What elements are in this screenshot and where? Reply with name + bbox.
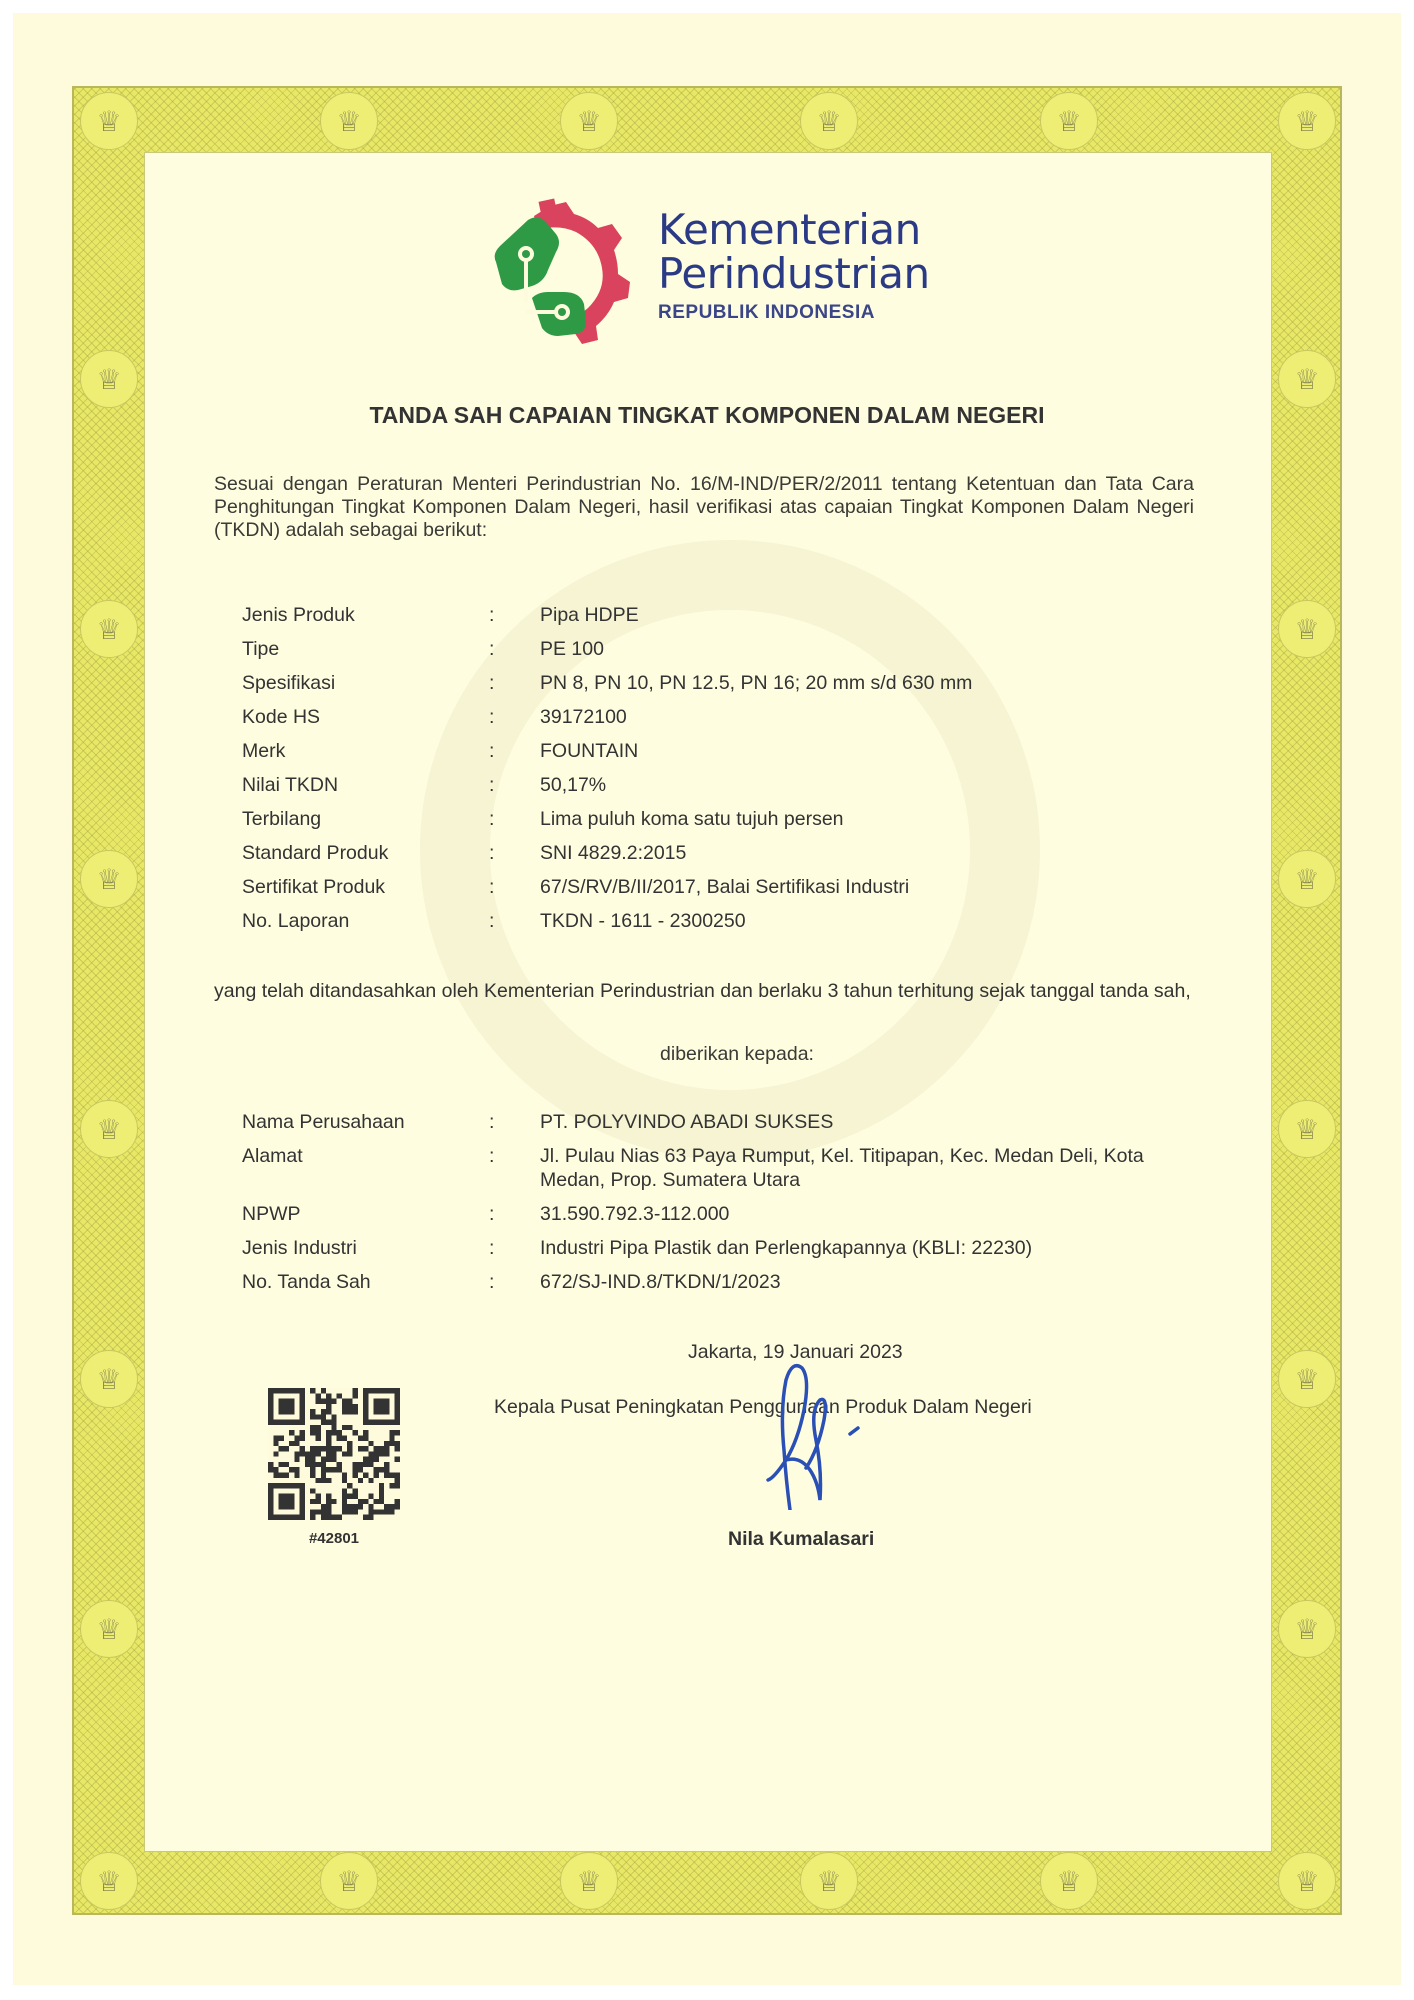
detail-label: Nama Perusahaan [242,1111,405,1133]
garuda-emblem-icon: ♕ [560,92,618,150]
detail-value: 50,17% [540,774,607,796]
detail-label: Standard Produk [242,842,389,864]
detail-label: Nilai TKDN [242,774,339,796]
detail-separator: : [489,706,495,728]
given-to-label: diberikan kepada: [660,1043,814,1065]
detail-label: Jenis Industri [242,1237,357,1259]
detail-separator: : [489,740,495,762]
detail-value: PT. POLYVINDO ABADI SUKSES [540,1111,834,1133]
detail-label: NPWP [242,1203,301,1225]
detail-value: PN 8, PN 10, PN 12.5, PN 16; 20 mm s/d 630 mm [540,672,973,694]
detail-label: Jenis Produk [242,604,355,626]
garuda-emblem-icon: ♕ [80,600,138,658]
garuda-emblem-icon: ♕ [800,1852,858,1910]
detail-label: No. Tanda Sah [242,1271,371,1293]
detail-separator: : [489,672,495,694]
garuda-emblem-icon: ♕ [80,92,138,150]
garuda-emblem-icon: ♕ [1278,350,1336,408]
detail-label: Merk [242,740,286,762]
garuda-emblem-icon: ♕ [80,1852,138,1910]
detail-separator: : [489,1111,495,1133]
handwritten-signature-icon [760,1360,890,1510]
garuda-emblem-icon: ♕ [80,1350,138,1408]
garuda-emblem-icon: ♕ [1278,1600,1336,1658]
intro-paragraph: Sesuai dengan Peraturan Menteri Perindustrian No. 16/M-IND/PER/2/2011 tentang Ketentuan dan Tata Cara Penghitungan Tingkat Komponen Dalam Negeri, hasil verifikasi atas capaian Tingkat Komponen Dalam Negeri (TKDN) adalah sebagai berikut: [214,473,1194,541]
garuda-emblem-icon: ♕ [1278,600,1336,658]
garuda-emblem-icon: ♕ [1278,92,1336,150]
garuda-emblem-icon: ♕ [560,1852,618,1910]
qr-code-icon [268,1388,400,1520]
garuda-emblem-icon: ♕ [320,1852,378,1910]
garuda-emblem-icon: ♕ [1278,1350,1336,1408]
ministry-logo [488,198,928,344]
detail-value: SNI 4829.2:2015 [540,842,687,864]
detail-separator: : [489,1145,495,1167]
logo-subtitle: REPUBLIK INDONESIA [658,302,875,323]
garuda-emblem-icon: ♕ [80,850,138,908]
garuda-emblem-icon: ♕ [80,1600,138,1658]
detail-separator: : [489,604,495,626]
detail-separator: : [489,842,495,864]
signatory-role: Kepala Pusat Peningkatan Penggunaan Produk Dalam Negeri [494,1396,1032,1418]
detail-label: Terbilang [242,808,322,830]
detail-separator: : [489,808,495,830]
logo-title-line1: Kementerian [658,205,921,254]
detail-separator: : [489,774,495,796]
detail-value: Jl. Pulau Nias 63 Paya Rumput, Kel. Titipapan, Kec. Medan Deli, Kota Medan, Prop. Sumatera Utara [540,1145,1144,1191]
detail-label: Kode HS [242,706,321,728]
qr-code-number: #42801 [308,1530,360,1547]
detail-label: No. Laporan [242,910,350,932]
detail-separator: : [489,1271,495,1293]
garuda-emblem-icon: ♕ [1278,1100,1336,1158]
detail-value: PE 100 [540,638,604,660]
document-title: TANDA SAH CAPAIAN TINGKAT KOMPONEN DALAM NEGERI [369,402,1045,428]
garuda-emblem-icon: ♕ [1040,1852,1098,1910]
detail-separator: : [489,876,495,898]
place-date: Jakarta, 19 Januari 2023 [688,1341,903,1363]
detail-separator: : [489,910,495,932]
detail-value: Lima puluh koma satu tujuh persen [540,808,844,830]
detail-label: Spesifikasi [242,672,336,694]
detail-value: Industri Pipa Plastik dan Perlengkapannya (KBLI: 22230) [540,1237,1033,1259]
garuda-emblem-icon: ♕ [1040,92,1098,150]
detail-label: Sertifikat Produk [242,876,386,898]
garuda-emblem-icon: ♕ [800,92,858,150]
detail-value: 31.590.792.3-112.000 [540,1203,730,1225]
garuda-emblem-icon: ♕ [80,350,138,408]
signatory-name: Nila Kumalasari [728,1528,875,1550]
detail-value: 67/S/RV/B/II/2017, Balai Sertifikasi Industri [540,876,910,898]
garuda-emblem-icon: ♕ [80,1100,138,1158]
detail-separator: : [489,638,495,660]
detail-separator: : [489,1203,495,1225]
detail-value: 39172100 [540,706,627,728]
detail-value: FOUNTAIN [540,740,639,762]
detail-separator: : [489,1237,495,1259]
logo-title-line2: Perindustrian [658,249,930,298]
detail-label: Alamat [242,1145,303,1167]
garuda-emblem-icon: ♕ [1278,1852,1336,1910]
gear-leaf-logo-icon [488,198,638,344]
detail-value: 672/SJ-IND.8/TKDN/1/2023 [540,1271,781,1293]
detail-label: Tipe [242,638,280,660]
detail-value: Pipa HDPE [540,604,639,626]
detail-value: TKDN - 1611 - 2300250 [540,910,746,932]
validity-paragraph: yang telah ditandasahkan oleh Kementerian Perindustrian dan berlaku 3 tahun terhitung sejak tanggal tanda sah, [214,980,1191,1002]
garuda-emblem-icon: ♕ [320,92,378,150]
garuda-emblem-icon: ♕ [1278,850,1336,908]
